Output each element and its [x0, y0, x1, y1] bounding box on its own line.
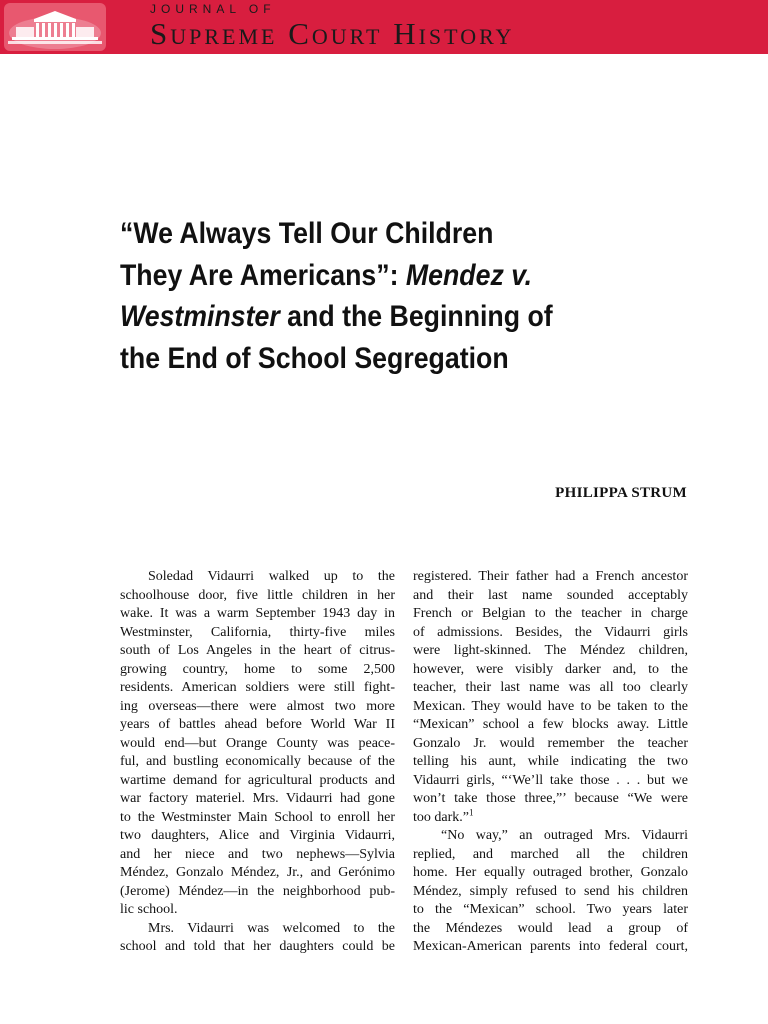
article-title	[120, 213, 720, 379]
case-name-italic: Westminster	[120, 300, 280, 333]
text-line: home. Her equally outraged brother, Gonzalo	[413, 865, 688, 880]
text-line: “No way,” an outraged Mrs. Vidaurri	[441, 828, 688, 843]
title-line	[120, 338, 654, 380]
case-name-italic: Mendez v.	[405, 258, 533, 292]
title-text: “We Always Tell Our Children	[120, 217, 494, 250]
text-line: French or Belgian to the teacher in charge	[413, 606, 688, 621]
title-line	[120, 296, 654, 338]
text-line: years of battles ahead before World War II	[120, 717, 395, 732]
text-line: south of Los Angeles in the heart of citrus-	[120, 643, 395, 658]
body-column-left	[120, 568, 395, 957]
title-line	[120, 255, 654, 297]
text-line: Soledad Vidaurri walked up to the	[148, 569, 395, 584]
text-line: growing country, home to some 2,500	[120, 661, 395, 677]
text-line: schoolhouse door, five little children in her	[120, 587, 395, 603]
supreme-court-building-icon	[4, 3, 106, 51]
text-line: Méndez, simply refused to send his children	[413, 883, 688, 899]
journal-name-large: Supreme Court History	[150, 16, 515, 51]
text-line: war factory materiel. Mrs. Vidaurri had gone	[120, 791, 395, 806]
text-line: to the Westminster Main School to enroll her	[120, 809, 395, 825]
text-line: school and told that her daughters could be	[120, 939, 395, 954]
text-line: residents. American soldiers were still fight-	[120, 680, 395, 695]
text-line: Vidaurri girls, “‘We’ll take those . . . but we	[413, 772, 688, 788]
text-line: the Méndezes would lead a group of	[413, 920, 688, 936]
author-byline: PHILIPPA STRUM	[555, 485, 687, 501]
text-line: lic school.	[120, 902, 178, 917]
text-line: Mrs. Vidaurri was welcomed to the	[148, 920, 395, 936]
text-line: Gonzalo Jr. would remember the teacher	[413, 735, 688, 751]
text-line	[413, 806, 688, 828]
text-line: wake. It was a warm September 1943 day in	[120, 606, 395, 621]
text-line-content: too dark.”	[413, 809, 469, 825]
text-line: registered. Their father had a French ancestor	[413, 569, 688, 584]
text-line: two daughters, Alice and Virginia Vidaurri,	[120, 828, 395, 843]
text-line: would end—but Orange County was peace-	[120, 735, 395, 751]
text-line: Méndez, Gonzalo Méndez, Jr., and Gerónimo	[120, 865, 395, 880]
text-line: Mexican-American parents into federal court,	[413, 939, 688, 954]
text-line: (Jerome) Méndez—in the neighborhood pub-	[120, 883, 395, 899]
text-line: telling his aunt, while indicating the two	[413, 754, 688, 769]
body-column-right	[413, 568, 688, 957]
text-line: wartime demand for agricultural products and	[120, 772, 395, 788]
text-line: replied, and marched all the children	[413, 846, 688, 862]
text-line: to the “Mexican” school. Two years later	[413, 902, 688, 917]
text-line: teacher, their last name was all too clearly	[413, 680, 688, 695]
text-line: Mexican. They would have to be taken to the	[413, 698, 688, 714]
text-line: and their last name sounded acceptably	[413, 587, 688, 603]
title-text: the End of School Segregation	[120, 341, 509, 375]
text-line: ful, and bustling economically because of the	[120, 754, 395, 769]
text-line: were light-skinned. The Méndez children,	[413, 643, 688, 658]
journal-masthead	[0, 0, 768, 54]
text-line: “Mexican” school a few blocks away. Little	[413, 717, 688, 732]
footnote-reference[interactable]: 1	[468, 806, 474, 817]
title-line	[120, 213, 654, 255]
text-line: of admissions. Besides, the Vidaurri girls	[413, 624, 688, 640]
text-line: however, were visibly darker and, to the	[413, 661, 688, 677]
text-line: won’t take those three,”’ because “We were	[413, 791, 688, 806]
journal-name-small: JOURNAL OF	[150, 2, 276, 16]
title-text: and the Beginning of	[279, 300, 553, 333]
title-text: They Are Americans”:	[120, 258, 406, 292]
text-line: Westminster, California, thirty-five miles	[120, 624, 395, 640]
text-line: and her niece and two nephews—Sylvia	[120, 846, 395, 862]
text-line: ing overseas—there were almost two more	[120, 698, 395, 714]
